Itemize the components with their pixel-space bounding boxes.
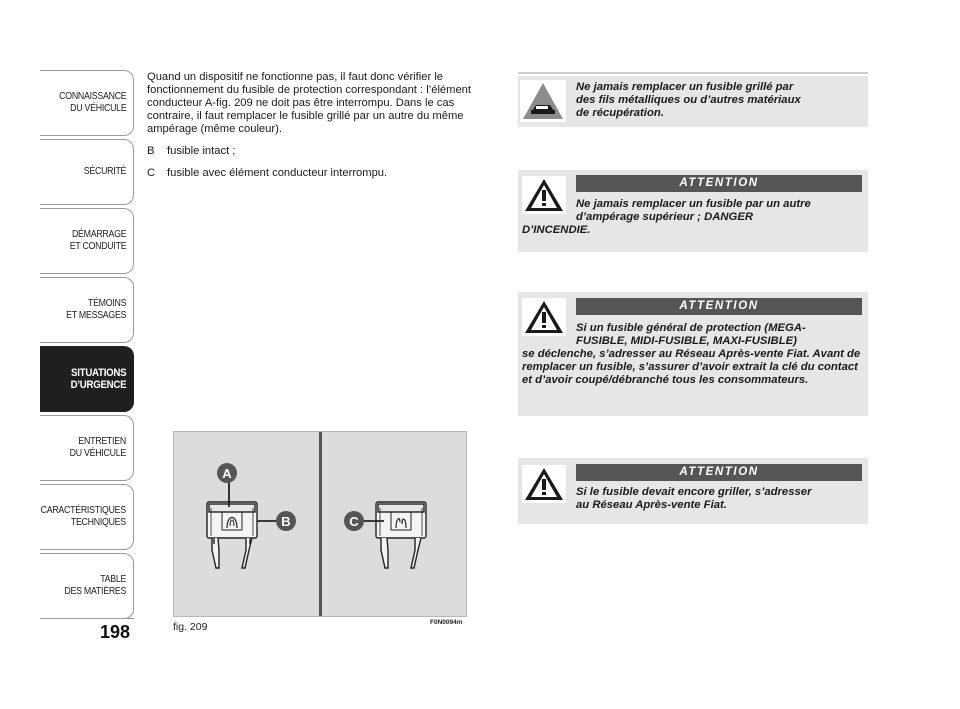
warning-line: d’ampérage supérieur ; DANGER xyxy=(576,211,754,223)
attention-heading: ATTENTION xyxy=(576,464,862,481)
car-note-line: de récupération. xyxy=(576,107,664,119)
figure-code: F0N0094m xyxy=(430,619,463,626)
attention-heading: ATTENTION xyxy=(576,175,862,192)
warning-line: Si un fusible général de protection (MEGA- xyxy=(576,322,806,334)
warning-line: se déclenche, s’adresser au Réseau Après-vente Fiat. Avant de remplacer un fusible, s’assurer d’avoir extrait la clé du contact et d’avoir coupé/débranché tous les consommateurs. xyxy=(522,348,861,386)
car-note-line: Ne jamais remplacer un fusible grillé par xyxy=(576,81,794,93)
warning-line: au Réseau Après-vente Fiat. xyxy=(576,499,727,511)
warning-box-3 xyxy=(518,458,868,524)
sidebar-item-label: SÉCURITÉ xyxy=(83,166,126,177)
legend-text: fusible avec élément conducteur interrompu. xyxy=(167,167,388,179)
sidebar-item-label: SITUATIONS D’URGENCE xyxy=(70,367,126,391)
warning-line: Ne jamais remplacer un fusible par un autre xyxy=(576,198,811,210)
body-text xyxy=(147,71,497,189)
sidebar-item-table-matieres[interactable] xyxy=(40,553,134,619)
fuse-intact xyxy=(207,502,257,568)
car-note-icon xyxy=(520,80,566,122)
warning-box-1 xyxy=(518,170,868,252)
legend-item-c xyxy=(147,167,497,180)
warning-1-text xyxy=(522,224,862,237)
sidebar-item-label: ENTRETIEN DU VÉHICULE xyxy=(69,436,126,459)
legend-key: C xyxy=(147,167,156,179)
sidebar-item-connaissance[interactable] xyxy=(40,70,134,136)
warning-line: Si le fusible devait encore griller, s’adresser xyxy=(576,486,812,498)
chapter-sidebar xyxy=(40,70,134,622)
figure-divider xyxy=(319,432,322,616)
label-a: A xyxy=(222,466,232,481)
figure-caption: fig. 209 xyxy=(173,621,208,633)
warning-triangle-icon xyxy=(522,465,566,503)
legend-text: fusible intact ; xyxy=(167,145,236,157)
sidebar-item-entretien[interactable] xyxy=(40,415,134,481)
legend-key: B xyxy=(147,145,155,157)
sidebar-item-temoins[interactable] xyxy=(40,277,134,343)
attention-heading: ATTENTION xyxy=(576,298,862,315)
sidebar-item-label: TABLE DES MATIÈRES xyxy=(64,574,126,597)
label-b: B xyxy=(281,514,291,529)
body-paragraph: Quand un dispositif ne fonctionne pas, il faut donc vérifier le fonctionnement du fusible de protection correspondant : l’élément conducteur A-fig. 209 ne doit pas être interrompu. Dans le cas contraire, il faut remplacer le fusible grillé par un autre du même ampérage (même couleur). xyxy=(147,71,472,135)
fuse-figure xyxy=(173,431,467,617)
sidebar-item-label: DÉMARRAGE ET CONDUITE xyxy=(69,229,126,252)
fuse-blown xyxy=(376,502,426,568)
warning-triangle-icon xyxy=(522,298,566,336)
warning-box-2 xyxy=(518,292,868,416)
warning-line: FUSIBLE, MIDI-FUSIBLE, MAXI-FUSIBLE) xyxy=(576,335,797,347)
page-number-rule xyxy=(40,618,134,619)
sidebar-item-label: CARACTÉRISTIQUES TECHNIQUES xyxy=(40,505,126,528)
sidebar-item-label: CONNAISSANCE DU VÉHICULE xyxy=(58,91,126,114)
top-rule xyxy=(518,72,868,74)
sidebar-item-label: TÉMOINS ET MESSAGES xyxy=(65,298,126,321)
warning-3-text xyxy=(576,486,862,512)
sidebar-item-caracteristiques[interactable] xyxy=(40,484,134,550)
warning-2-text-indent xyxy=(576,322,862,348)
warning-line: D’INCENDIE. xyxy=(522,224,591,236)
warning-1-text-indent xyxy=(576,198,862,224)
car-note-text xyxy=(576,81,862,120)
warning-2-text xyxy=(522,348,862,387)
car-note-line: des fils métalliques ou d’autres matériaux xyxy=(576,94,801,106)
legend-item-b xyxy=(147,145,497,158)
label-c: C xyxy=(349,514,359,529)
sidebar-item-demarrage[interactable] xyxy=(40,208,134,274)
sidebar-item-securite[interactable] xyxy=(40,139,134,205)
car-note-box xyxy=(518,76,868,127)
warning-triangle-icon xyxy=(522,176,566,214)
sidebar-item-situations-urgence[interactable] xyxy=(40,346,134,412)
page-number: 198 xyxy=(100,622,131,642)
